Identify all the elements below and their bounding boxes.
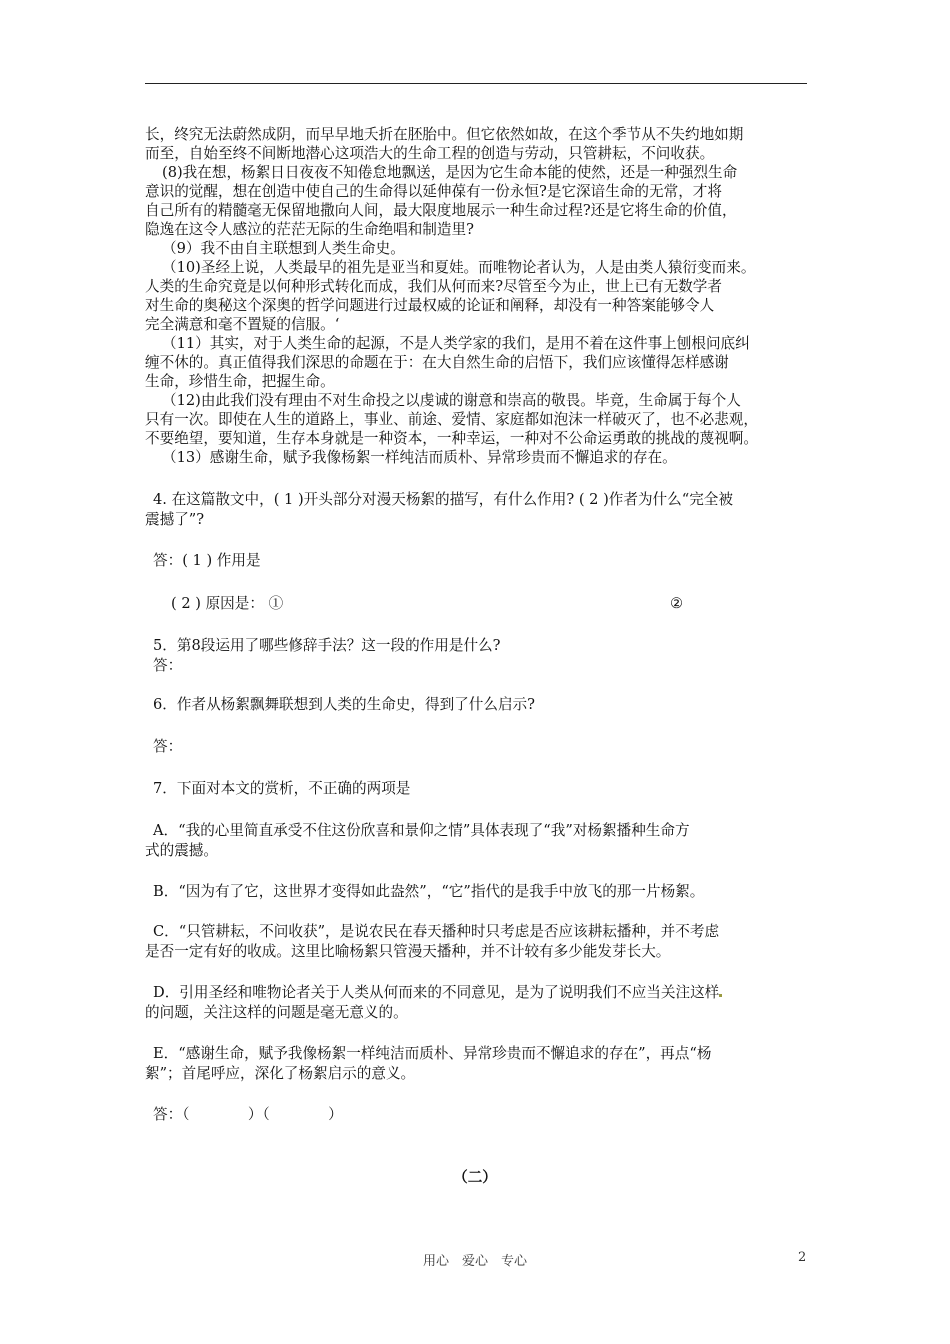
footer-text: 用心 爱心 专心 (422, 1254, 527, 1269)
question-6 (145, 695, 811, 715)
question-4 (145, 490, 811, 530)
question-7-answer: 答：（ ）（ ） (153, 1106, 343, 1123)
passage (145, 125, 811, 467)
paragraph-8-line: 隐逸在这令人感泣的茫茫无际的生命绝唱和制造里? (145, 221, 474, 238)
circled-two: ② (670, 595, 684, 612)
option-e-line: 絮”；首尾呼应，深化了杨絮启示的意义。 (145, 1065, 416, 1082)
paragraph-10-line: 完全满意和毫不置疑的信服。‘ (145, 316, 340, 333)
paragraph-12-line: 不要绝望，要知道，生存本身就是一种资本，一种幸运，一种对不公命运勇敢的挑战的蔑视啊。 (145, 430, 758, 447)
paragraph-10-line: 人类的生命究竟是以何种形式转化而成，我们从何而来?尽管至今为止，世上已有无数学者 (145, 278, 722, 295)
question-5-answer: 答： (153, 657, 183, 674)
paragraph-8-line: 意识的觉醒，想在创造中使自己的生命得以延伸葆有一份永恒?是它深谙生命的无常，才将 (145, 183, 722, 200)
paragraph-11-line: 生命，珍惜生命，把握生命。 (145, 373, 335, 390)
question-5-text: 5．第8段运用了哪些修辞手法？这一段的作用是什么? (153, 637, 501, 654)
paragraph-8-line: (8)我在想，杨絮日日夜夜不知倦怠地飘送，是因为它生命本能的使然，还是一种强烈生命 (162, 164, 738, 181)
passage-line: 而至，自始至终不间断地潜心这项浩大的生命工程的创造与劳动，只管耕耘，不问收获。 (145, 145, 715, 162)
section-title: （二） (453, 1169, 497, 1186)
highlight-mark (719, 994, 722, 997)
question-7-answer-wrap (145, 1105, 811, 1125)
paragraph-13: （13）感谢生命，赋予我像杨絮一样纯洁而质朴、异常珍贵而不懈追求的存在。 (162, 449, 677, 466)
question-4-line: 震撼了”? (145, 511, 205, 528)
option-a (145, 821, 811, 861)
option-d-line-text: D．引用圣经和唯物论者关于人类从何而来的不同意见，是为了说明我们不应当关注这样 (153, 984, 720, 1001)
question-6-answer: 答： (153, 738, 183, 755)
question-7-text: 7．下面对本文的赏析，不正确的两项是 (153, 780, 411, 797)
paragraph-8-line: 自己所有的精髓毫无保留地撒向人间，最大限度地展示一种生命过程?还是它将生命的价值， (145, 202, 737, 219)
option-d-line (145, 983, 811, 1003)
paragraph-10-line: 对生命的奥秘这个深奥的哲学问题进行过最权威的论证和阐释，却没有一种答案能够令人 (145, 297, 715, 314)
option-c-line: C．“只管耕耘，不问收获”，是说农民在春天播种时只考虑是否应该耕耘播种，并不考虑 (153, 923, 720, 940)
option-d-line: 的问题，关注这样的问题是毫无意义的。 (145, 1004, 408, 1021)
page-number: 2 (798, 1250, 807, 1265)
question-6-answer-wrap (145, 737, 811, 757)
question-5 (145, 636, 811, 676)
passage-line: 长，终究无法蔚然成阴，而早早地夭折在胚胎中。但它依然如故，在这个季节从不失约地如期 (145, 126, 744, 143)
option-d (145, 983, 811, 1023)
answer-2-label: ( 2 ) 原因是： (171, 595, 264, 612)
paragraph-11-line: （11）其实，对于人类生命的起源，不是人类学家的我们，是用不着在这件事上刨根问底纠 (162, 335, 750, 352)
option-a-line: A．“我的心里简直承受不住这份欣喜和景仰之情”具体表现了“我”对杨絮播种生命方 (153, 822, 690, 839)
question-6-text: 6．作者从杨絮飘舞联想到人类的生命史，得到了什么启示? (153, 696, 535, 713)
paragraph-11-line: 缠不休的。真正值得我们深思的命题在于：在大自然生命的启悟下，我们应该懂得怎样感谢 (145, 354, 729, 371)
question-7 (145, 779, 811, 799)
answer-1-label: 答：( 1 ) 作用是 (153, 552, 261, 569)
option-c (145, 922, 811, 962)
question-4-answer-2 (145, 594, 811, 614)
question-4-line: 4. 在这篇散文中，( 1 )开头部分对漫天杨絮的描写，有什么作用? ( 2 )作者为什么“完全被 (153, 491, 733, 508)
paragraph-9: （9）我不由自主联想到人类生命史。 (162, 240, 405, 257)
header-rule (145, 83, 807, 84)
paragraph-12-line: 只有一次。即使在人生的道路上，事业、前途、爱情、家庭都如泡沫一样破灭了，也不必悲观， (145, 411, 758, 428)
paragraph-10-line: （10)圣经上说，人类最早的祖先是亚当和夏娃。而唯物论者认为，人是由类人猿衍变而来。 (162, 259, 756, 276)
option-c-line: 是否一定有好的收成。这里比喻杨絮只管漫天播种，并不计较有多少能发芽长大。 (145, 943, 671, 960)
option-e (145, 1044, 811, 1084)
circled-one: ① (268, 595, 284, 612)
option-b-line: B．“因为有了它，这世界才变得如此盎然”，“它”指代的是我手中放飞的那一片杨絮。 (153, 883, 705, 900)
option-e-line: E．“感谢生命，赋予我像杨絮一样纯洁而质朴、异常珍贵而不懈追求的存在”，再点“杨 (153, 1045, 712, 1062)
question-4-answer-1 (145, 551, 811, 571)
option-a-line: 式的震撼。 (145, 842, 218, 859)
paragraph-12-line: （12)由此我们没有理由不对生命投之以虔诚的谢意和崇高的敬畏。毕竟，生命属于每个人 (162, 392, 741, 409)
option-b (145, 882, 811, 902)
